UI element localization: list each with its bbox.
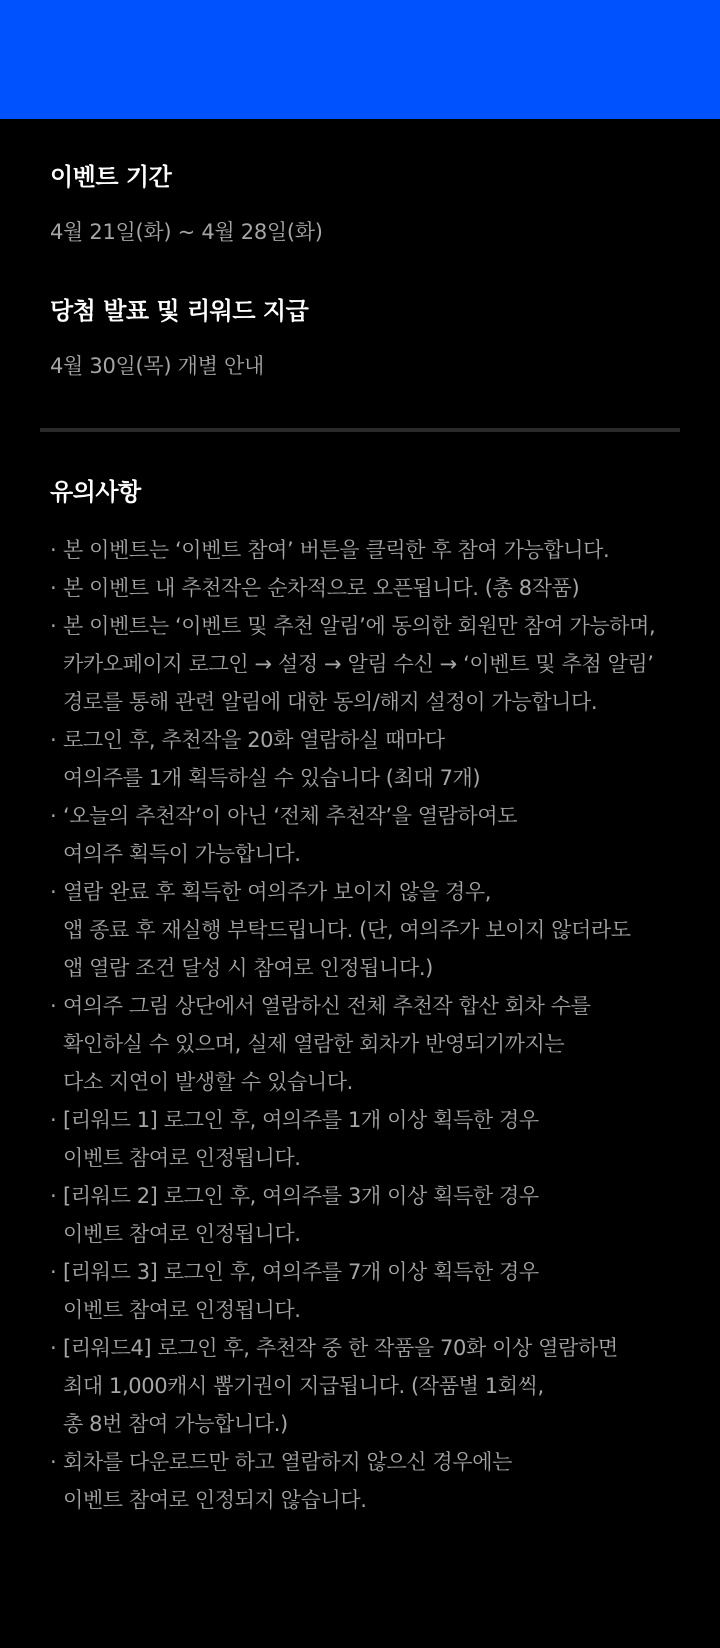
- notice-line: [리워드 3] 로그인 후, 여의주를 7개 이상 획득한 경우: [63, 1260, 539, 1284]
- notice-line: 경로를 통해 관련 알림에 대한 동의/해지 설정이 가능합니다.: [63, 690, 598, 714]
- bullet-icon: ·: [50, 576, 57, 600]
- notice-line: 본 이벤트 내 추천작은 순차적으로 오픈됩니다. (총 8작품): [63, 576, 580, 600]
- notice-item: [50, 797, 700, 873]
- bullet-icon: ·: [50, 1108, 57, 1132]
- notice-line: 확인하실 수 있으며, 실제 열람한 회차가 반영되기까지는: [63, 1032, 565, 1056]
- notice-line: 회차를 다운로드만 하고 열람하지 않으신 경우에는: [63, 1450, 512, 1474]
- bullet-icon: ·: [50, 880, 57, 904]
- notice-line: 이벤트 참여로 인정됩니다.: [63, 1222, 301, 1246]
- notice-item: [50, 1253, 700, 1329]
- notice-line: 열람 완료 후 획득한 여의주가 보이지 않을 경우,: [63, 880, 492, 904]
- section-divider: [40, 428, 680, 432]
- notice-line: 앱 열람 조건 달성 시 참여로 인정됩니다.): [63, 956, 433, 980]
- notice-line: 다소 지연이 발생할 수 있습니다.: [63, 1070, 353, 1094]
- notice-line: [리워드 2] 로그인 후, 여의주를 3개 이상 획득한 경우: [63, 1184, 539, 1208]
- notice-line: ‘오늘의 추천작’이 아닌 ‘전체 추천작’을 열람하여도: [63, 804, 518, 828]
- notice-item: [50, 569, 700, 607]
- notice-item: [50, 531, 700, 569]
- notice-item: [50, 1443, 700, 1519]
- notice-item: [50, 607, 700, 721]
- notice-line: 이벤트 참여로 인정되지 않습니다.: [63, 1488, 367, 1512]
- bullet-icon: ·: [50, 1336, 57, 1360]
- notice-line: [리워드4] 로그인 후, 추천작 중 한 작품을 70화 이상 열람하면: [63, 1336, 618, 1360]
- bullet-icon: ·: [50, 994, 57, 1018]
- bullet-icon: ·: [50, 728, 57, 752]
- notice-item: [50, 1177, 700, 1253]
- notice-line: 카카오페이지 로그인 → 설정 → 알림 수신 → ‘이벤트 및 추첨 알림’: [63, 652, 654, 676]
- notices-title: 유의사항: [50, 478, 141, 506]
- event-period-title: 이벤트 기간: [50, 163, 172, 191]
- event-period-value: 4월 21일(화) ~ 4월 28일(화): [50, 220, 323, 244]
- notice-line: 여의주를 1개 획득하실 수 있습니다 (최대 7개): [63, 766, 481, 790]
- bullet-icon: ·: [50, 1184, 57, 1208]
- notice-line: 여의주 그림 상단에서 열람하신 전체 추천작 합산 회차 수를: [63, 994, 591, 1018]
- notice-line: 로그인 후, 추천작을 20화 열람하실 때마다: [63, 728, 445, 752]
- notice-line: 이벤트 참여로 인정됩니다.: [63, 1298, 301, 1322]
- winner-announcement-title: 당첨 발표 및 리워드 지급: [50, 297, 309, 325]
- notice-line: [리워드 1] 로그인 후, 여의주를 1개 이상 획득한 경우: [63, 1108, 539, 1132]
- notice-item: [50, 721, 700, 797]
- notice-item: [50, 873, 700, 987]
- notice-line: 앱 종료 후 재실행 부탁드립니다. (단, 여의주가 보이지 않더라도: [63, 918, 631, 942]
- notice-item: [50, 1329, 700, 1443]
- notice-line: 최대 1,000캐시 뽑기권이 지급됩니다. (작품별 1회씩,: [63, 1374, 544, 1398]
- bullet-icon: ·: [50, 1450, 57, 1474]
- notice-line: 이벤트 참여로 인정됩니다.: [63, 1146, 301, 1170]
- notices-list: [50, 531, 700, 1519]
- notice-line: 총 8번 참여 가능합니다.): [63, 1412, 288, 1436]
- bullet-icon: ·: [50, 614, 57, 638]
- notice-item: [50, 987, 700, 1101]
- notice-line: 여의주 획득이 가능합니다.: [63, 842, 301, 866]
- notice-item: [50, 1101, 700, 1177]
- winner-announcement-value: 4월 30일(목) 개별 안내: [50, 354, 264, 378]
- top-banner: [0, 0, 720, 119]
- bullet-icon: ·: [50, 804, 57, 828]
- notice-line: 본 이벤트는 ‘이벤트 및 추천 알림’에 동의한 회원만 참여 가능하며,: [63, 614, 656, 638]
- bullet-icon: ·: [50, 1260, 57, 1284]
- notice-line: 본 이벤트는 ‘이벤트 참여’ 버튼을 클릭한 후 참여 가능합니다.: [63, 538, 610, 562]
- bullet-icon: ·: [50, 538, 57, 562]
